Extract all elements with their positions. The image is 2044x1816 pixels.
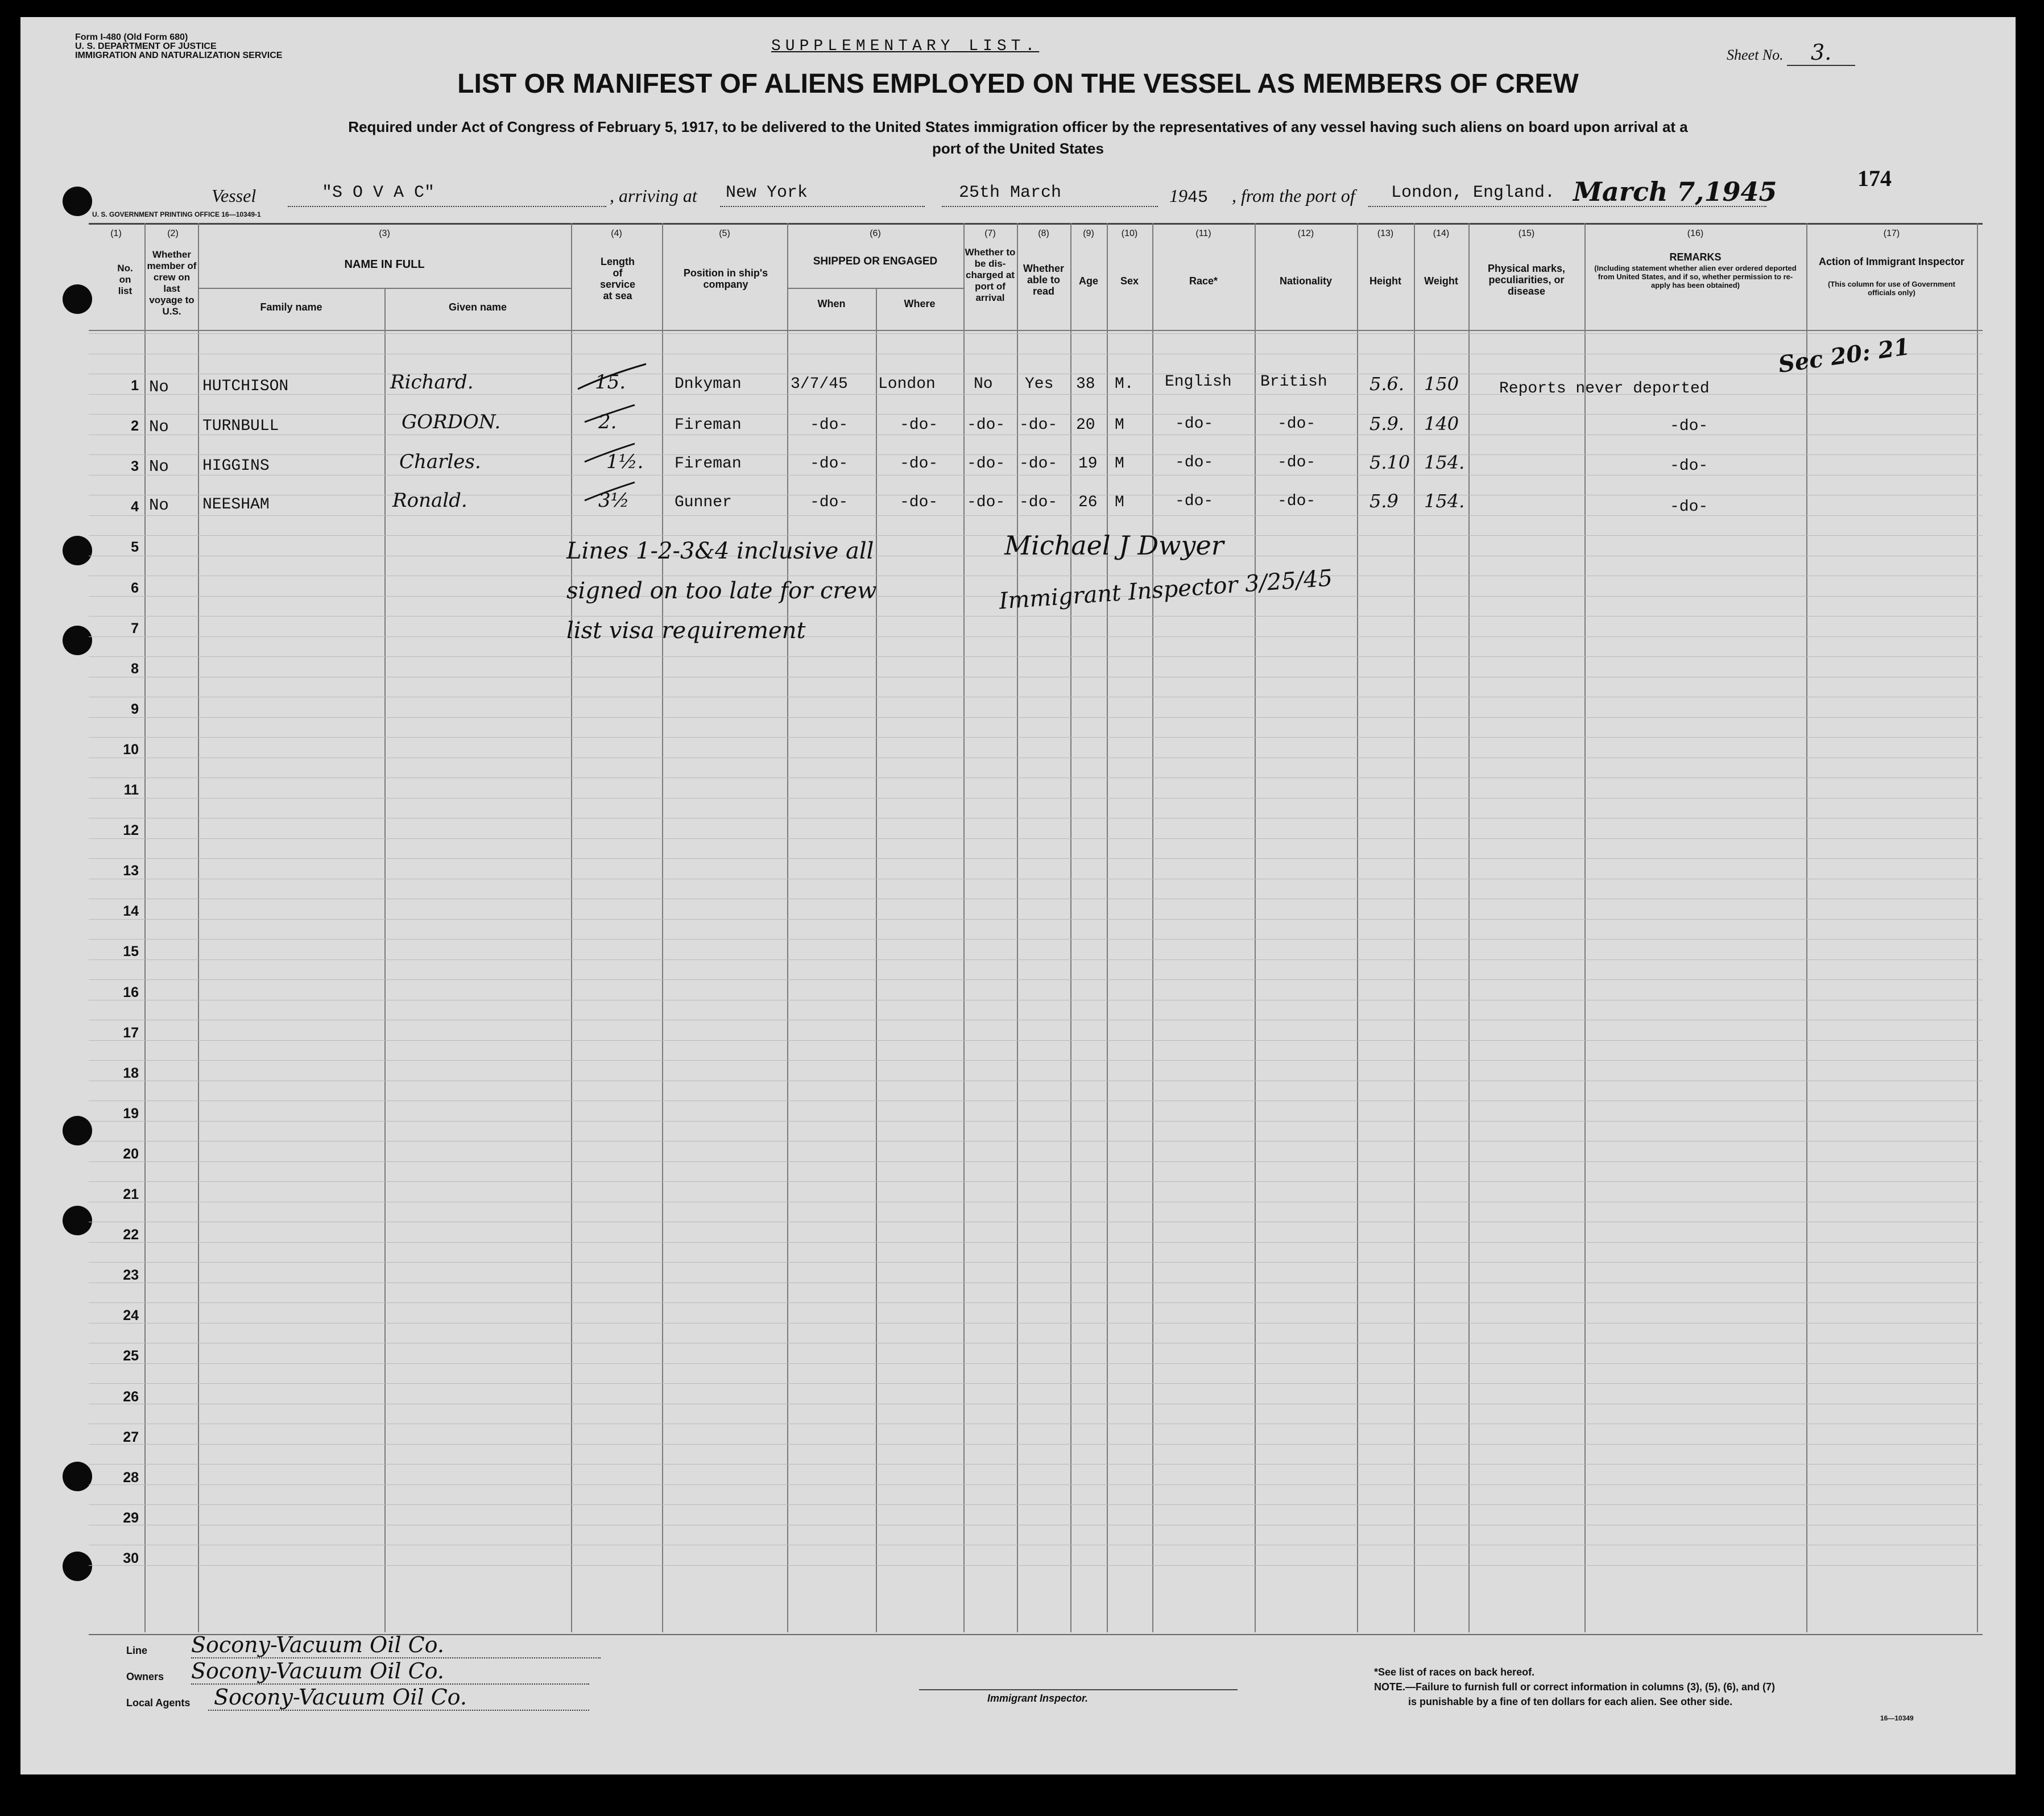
header-weight: Weight bbox=[1424, 275, 1458, 287]
inspector-signature-title: Immigrant Inspector 3/25/45 bbox=[998, 565, 1334, 615]
row-number: 27 bbox=[123, 1429, 139, 1445]
col-sep bbox=[384, 288, 386, 1632]
col-number: (6) bbox=[870, 229, 881, 238]
note-line-1: Lines 1-2-3&4 inclusive all bbox=[566, 538, 874, 564]
ruled-line bbox=[89, 1484, 1983, 1485]
punch-hole bbox=[63, 1552, 92, 1581]
punch-hole bbox=[63, 1462, 92, 1491]
row-number: 6 bbox=[131, 580, 139, 596]
strike-mark bbox=[585, 444, 635, 462]
family-name-cell: HIGGINS bbox=[202, 457, 270, 475]
arriving-port: New York bbox=[726, 183, 808, 202]
when-cell: 3/7/45 bbox=[791, 375, 848, 393]
given-name-cell: Richard. bbox=[390, 371, 474, 394]
punch-hole bbox=[63, 1116, 92, 1145]
row-number: 17 bbox=[123, 1024, 139, 1041]
col-number: (15) bbox=[1518, 229, 1535, 238]
ruled-line bbox=[89, 1444, 1983, 1445]
ruled-line bbox=[89, 838, 1983, 839]
ruled-line bbox=[89, 798, 1983, 799]
header-length-of-service: Length of service at sea bbox=[599, 256, 636, 301]
member-cell: No bbox=[149, 378, 169, 396]
form-id-line: IMMIGRATION AND NATURALIZATION SERVICE bbox=[75, 51, 283, 60]
family-name-cell: HUTCHISON bbox=[202, 378, 289, 395]
footer-note-2: is punishable by a fine of ten dollars for each alien. See other side. bbox=[1408, 1696, 1733, 1707]
header-when: When bbox=[817, 298, 846, 309]
col-sep bbox=[876, 288, 877, 1632]
nationality-cell: -do- bbox=[1277, 454, 1316, 471]
note-line-2: signed on too late for crew bbox=[566, 578, 877, 604]
header-physical-marks: Physical marks, peculiarities, or disease bbox=[1487, 263, 1566, 297]
header-remarks-sub: (Including statement whether alien ever ordered deported from United States, and if so, whether permission to re-apply has been obtained) bbox=[1594, 264, 1797, 289]
ruled-line bbox=[89, 717, 1983, 718]
when-cell: -do- bbox=[810, 416, 849, 434]
footer-note-1: NOTE.—Failure to furnish full or correct information in columns (3), (5), (6), and (7) bbox=[1374, 1681, 1776, 1693]
member-cell: No bbox=[149, 417, 169, 436]
position-cell: Gunner bbox=[675, 494, 732, 511]
read-cell: -do- bbox=[1019, 455, 1058, 473]
row-number: 25 bbox=[123, 1348, 139, 1364]
col-number: (7) bbox=[984, 229, 996, 238]
discharged-cell: -do- bbox=[967, 416, 1006, 434]
row-number: 1 bbox=[131, 378, 139, 394]
header-height: Height bbox=[1369, 275, 1401, 287]
header-member-last-voyage: Whether member of crew on last voyage to U.S. bbox=[147, 249, 197, 317]
sex-cell: M. bbox=[1115, 375, 1134, 393]
row-number: 9 bbox=[131, 701, 139, 717]
col-number: (14) bbox=[1433, 229, 1450, 238]
header-able-to-read: Whether able to read bbox=[1023, 263, 1064, 297]
sheet-number-value: 3. bbox=[1787, 40, 1855, 66]
race-cell: English bbox=[1165, 373, 1232, 391]
ruled-line bbox=[89, 333, 1983, 334]
row-number: 4 bbox=[131, 499, 139, 515]
ruled-line bbox=[89, 1302, 1983, 1303]
age-cell: 19 bbox=[1078, 455, 1098, 473]
footer-owners-label: Owners bbox=[126, 1671, 164, 1682]
age-cell: 26 bbox=[1078, 494, 1098, 511]
header-position: Position in ship's company bbox=[683, 267, 768, 290]
col-number: (17) bbox=[1883, 229, 1900, 238]
row-number: 15 bbox=[123, 944, 139, 960]
header-shipped-or-engaged: SHIPPED OR ENGAGED bbox=[813, 255, 938, 267]
length-cell: 15. bbox=[595, 371, 626, 394]
manifest-page bbox=[20, 17, 2016, 1774]
printer-note: U. S. GOVERNMENT PRINTING OFFICE 16—10349-1 bbox=[92, 210, 261, 218]
from-port-label: , from the port of bbox=[1232, 185, 1355, 206]
sheet-number-label: Sheet No. bbox=[1727, 47, 1784, 63]
header-rule bbox=[89, 330, 1983, 331]
family-name-cell: NEESHAM bbox=[202, 496, 270, 514]
arriving-label: , arriving at bbox=[610, 185, 697, 206]
page-subtitle-2: port of the United States bbox=[932, 140, 1104, 157]
footer-note-star: *See list of races on back hereof. bbox=[1374, 1666, 1535, 1678]
where-cell: London bbox=[878, 375, 936, 393]
header-action-sub: (This column for use of Government officials only) bbox=[1828, 280, 1955, 297]
vessel-underline bbox=[288, 206, 606, 207]
ruled-line bbox=[89, 1060, 1983, 1061]
given-name-cell: Charles. bbox=[399, 450, 481, 473]
height-cell: 5.9. bbox=[1369, 413, 1405, 435]
row-number: 24 bbox=[123, 1308, 139, 1324]
height-cell: 5.6. bbox=[1369, 373, 1405, 395]
read-cell: -do- bbox=[1019, 416, 1058, 434]
row-number: 12 bbox=[123, 822, 139, 839]
header-action: Action of Immigrant Inspector bbox=[1818, 256, 1965, 267]
where-cell: -do- bbox=[900, 494, 938, 511]
row-number: 2 bbox=[131, 418, 139, 435]
vessel-label: Vessel bbox=[212, 185, 256, 206]
ruled-line bbox=[89, 656, 1983, 657]
weight-cell: 154. bbox=[1424, 452, 1465, 473]
header-name-in-full: NAME IN FULL bbox=[344, 258, 425, 271]
col-number: (16) bbox=[1687, 229, 1704, 238]
punch-hole bbox=[63, 1206, 92, 1235]
row-number: 30 bbox=[123, 1550, 139, 1566]
discharged-cell: -do- bbox=[967, 494, 1006, 511]
when-cell: -do- bbox=[810, 494, 849, 511]
position-cell: Fireman bbox=[675, 455, 742, 473]
length-strike-marks bbox=[572, 358, 663, 540]
footer-agents-label: Local Agents bbox=[126, 1697, 191, 1709]
height-cell: 5.9 bbox=[1369, 490, 1398, 512]
when-cell: -do- bbox=[810, 455, 849, 473]
header-race: Race* bbox=[1189, 275, 1218, 287]
strike-mark bbox=[578, 364, 646, 389]
row-number: 28 bbox=[123, 1469, 139, 1486]
page-number: 174 bbox=[1857, 166, 1892, 191]
footer-line-label: Line bbox=[126, 1645, 148, 1656]
where-cell: -do- bbox=[900, 455, 938, 473]
inspector-signature: Michael J Dwyer bbox=[1004, 530, 1224, 561]
col-number: (3) bbox=[379, 229, 390, 238]
member-cell: No bbox=[149, 457, 169, 476]
ruled-line bbox=[89, 1161, 1983, 1162]
sex-cell: M bbox=[1115, 416, 1124, 434]
supplementary-list-header: SUPPLEMENTARY LIST. bbox=[771, 38, 1040, 55]
row-number: 8 bbox=[131, 660, 139, 677]
row-number: 13 bbox=[123, 863, 139, 879]
row-number: 10 bbox=[123, 741, 139, 758]
footer-agents-underline bbox=[208, 1710, 589, 1711]
from-port-value: London, England. bbox=[1391, 183, 1555, 202]
sheet-number-field bbox=[1727, 40, 1855, 66]
where-cell: -do- bbox=[900, 416, 938, 434]
strike-mark bbox=[585, 405, 635, 422]
row-number: 11 bbox=[123, 782, 139, 798]
member-cell: No bbox=[149, 496, 169, 515]
note-line-3: list visa requirement bbox=[566, 618, 806, 644]
ruled-line bbox=[89, 636, 1983, 637]
nationality-cell: -do- bbox=[1277, 415, 1316, 433]
year-field bbox=[1169, 185, 1208, 208]
remarks-cell: -do- bbox=[1670, 498, 1708, 516]
given-name-cell: GORDON. bbox=[402, 411, 501, 433]
punch-hole bbox=[63, 536, 92, 565]
strike-mark bbox=[585, 482, 635, 500]
ruled-line bbox=[89, 1121, 1983, 1122]
length-cell: 3½ bbox=[598, 489, 630, 512]
family-name-cell: TURNBULL bbox=[202, 417, 279, 435]
punch-hole bbox=[63, 187, 92, 216]
header-given-name: Given name bbox=[448, 301, 507, 313]
form-id-line: U. S. DEPARTMENT OF JUSTICE bbox=[75, 42, 217, 51]
immigrant-inspector-label: Immigrant Inspector. bbox=[987, 1693, 1089, 1704]
remarks-cell: -do- bbox=[1670, 417, 1708, 435]
ruled-line bbox=[89, 1363, 1983, 1364]
col-number: (1) bbox=[110, 229, 122, 238]
shipped-header-rule bbox=[787, 288, 963, 289]
header-nationality: Nationality bbox=[1279, 275, 1332, 287]
footer-form-code: 16—10349 bbox=[1880, 1714, 1914, 1722]
ruled-line bbox=[89, 414, 1983, 415]
ruled-line bbox=[89, 1383, 1983, 1384]
race-cell: -do- bbox=[1175, 493, 1214, 510]
ruled-line bbox=[89, 777, 1983, 778]
footer-owners-value: Socony-Vacuum Oil Co. bbox=[191, 1658, 444, 1683]
ruled-line bbox=[89, 1242, 1983, 1243]
col-number: (12) bbox=[1297, 229, 1314, 238]
row-number: 23 bbox=[123, 1267, 139, 1284]
row-number: 20 bbox=[123, 1145, 139, 1162]
footer-line-value: Socony-Vacuum Oil Co. bbox=[191, 1632, 444, 1657]
weight-cell: 150 bbox=[1424, 373, 1459, 395]
row-number: 18 bbox=[123, 1065, 139, 1081]
col-number: (5) bbox=[719, 229, 730, 238]
nationality-cell: -do- bbox=[1277, 493, 1316, 510]
form-id bbox=[75, 33, 282, 60]
year-value: 45 bbox=[1187, 188, 1209, 208]
arriving-underline bbox=[720, 206, 925, 207]
col-number: (8) bbox=[1038, 229, 1049, 238]
punch-hole bbox=[63, 284, 92, 314]
header-family-name: Family name bbox=[260, 301, 322, 313]
col-number: (13) bbox=[1377, 229, 1394, 238]
row-number: 3 bbox=[131, 458, 139, 475]
weight-cell: 154. bbox=[1424, 490, 1465, 512]
remarks-cell: -do- bbox=[1670, 457, 1708, 475]
ruled-line bbox=[89, 939, 1983, 940]
action-note: Sec 20: 21 bbox=[1776, 333, 1911, 378]
name-header-rule bbox=[198, 288, 571, 289]
date-underline bbox=[942, 206, 1158, 207]
ruled-line bbox=[89, 858, 1983, 859]
row-number: 19 bbox=[123, 1105, 139, 1122]
height-cell: 5.10 bbox=[1369, 452, 1410, 473]
position-cell: Dnkyman bbox=[675, 375, 742, 393]
race-cell: -do- bbox=[1175, 454, 1214, 471]
position-cell: Fireman bbox=[675, 416, 742, 434]
row-number: 14 bbox=[123, 903, 139, 920]
discharged-cell: -do- bbox=[967, 455, 1006, 473]
age-cell: 20 bbox=[1076, 416, 1095, 434]
ruled-line bbox=[89, 1504, 1983, 1505]
length-cell: 2. bbox=[598, 411, 617, 433]
departure-date-handwritten: March 7,1945 bbox=[1573, 176, 1777, 207]
form-id-line: Form I-480 (Old Form 680) bbox=[75, 32, 188, 42]
ruled-line bbox=[89, 1181, 1983, 1182]
row-number: 22 bbox=[123, 1227, 139, 1243]
vessel-name: "S O V A C" bbox=[322, 183, 435, 202]
row-number: 21 bbox=[123, 1186, 139, 1202]
arrival-date: 25th March bbox=[959, 183, 1062, 202]
page-subtitle: Required under Act of Congress of February 5, 1917, to be delivered to the United States immigration officer by the representatives of any vessel having such aliens on board upon arrival at a bbox=[348, 118, 1688, 135]
row-number: 7 bbox=[131, 620, 139, 636]
ruled-line bbox=[89, 919, 1983, 920]
ruled-line bbox=[89, 1040, 1983, 1041]
col-number: (2) bbox=[167, 229, 179, 238]
header-no-on-list: No. on list bbox=[117, 263, 133, 296]
ruled-line bbox=[89, 616, 1983, 617]
read-cell: Yes bbox=[1025, 375, 1054, 393]
header-sex: Sex bbox=[1120, 275, 1139, 287]
year-prefix: 19 bbox=[1169, 185, 1187, 206]
length-cell: 1½. bbox=[606, 450, 644, 473]
inspector-signature-rule bbox=[919, 1689, 1238, 1690]
ruled-line bbox=[89, 1262, 1983, 1263]
header-age: Age bbox=[1078, 275, 1098, 287]
row-number: 29 bbox=[123, 1509, 139, 1526]
sex-cell: M bbox=[1115, 494, 1124, 511]
ruled-line bbox=[89, 1464, 1983, 1465]
col-number: (4) bbox=[611, 229, 622, 238]
weight-cell: 140 bbox=[1424, 413, 1459, 435]
ruled-line bbox=[89, 979, 1983, 980]
ruled-line bbox=[89, 1565, 1983, 1566]
header-where: Where bbox=[904, 298, 936, 309]
punch-hole bbox=[63, 626, 92, 655]
age-cell: 38 bbox=[1076, 375, 1095, 393]
ruled-line bbox=[89, 737, 1983, 738]
col-number: (11) bbox=[1195, 229, 1211, 238]
discharged-cell: No bbox=[974, 375, 993, 393]
nationality-cell: British bbox=[1260, 373, 1327, 391]
row-number: 16 bbox=[123, 984, 139, 1000]
sex-cell: M bbox=[1115, 455, 1124, 473]
row-number: 5 bbox=[131, 539, 139, 556]
given-name-cell: Ronald. bbox=[392, 489, 467, 512]
row-number: 26 bbox=[123, 1388, 139, 1405]
read-cell: -do- bbox=[1019, 494, 1058, 511]
race-cell: -do- bbox=[1175, 415, 1214, 433]
col-number: (9) bbox=[1083, 229, 1094, 238]
ruled-line bbox=[89, 959, 1983, 960]
header-remarks: REMARKS bbox=[1669, 251, 1722, 263]
remarks-cell: Reports never deported bbox=[1499, 380, 1710, 398]
page-title: LIST OR MANIFEST OF ALIENS EMPLOYED ON THE VESSEL AS MEMBERS OF CREW bbox=[457, 69, 1579, 99]
col-number: (10) bbox=[1121, 229, 1138, 238]
footer-agents-value: Socony-Vacuum Oil Co. bbox=[214, 1685, 467, 1710]
header-discharged: Whether to be dis-charged at port of arrival bbox=[965, 247, 1016, 303]
